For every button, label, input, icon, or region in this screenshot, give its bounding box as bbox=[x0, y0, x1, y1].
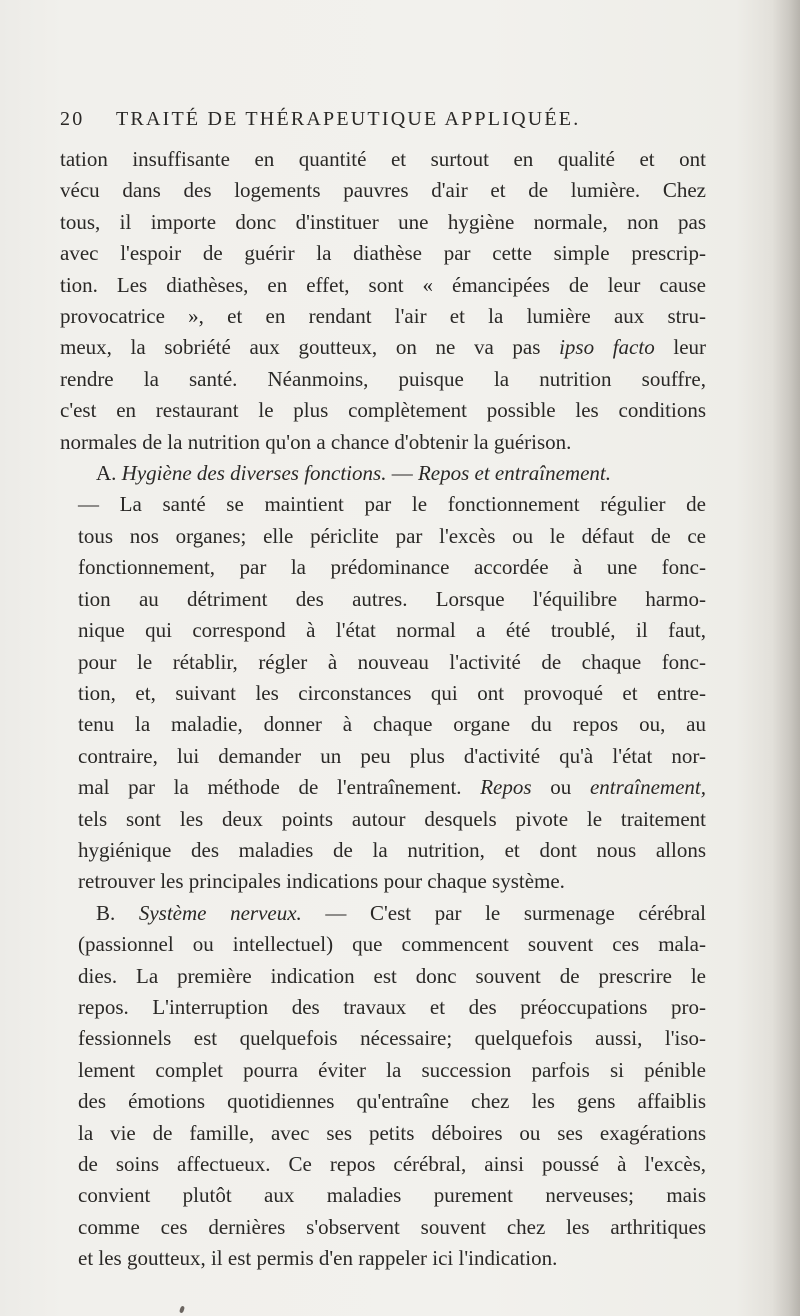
section-heading-a bbox=[60, 458, 706, 489]
text-line: tion au détriment des autres. Lorsque l'équilibre harmo- bbox=[78, 586, 706, 611]
text-line: tous, il importe donc d'instituer une hygiène normale, non pas bbox=[60, 209, 706, 234]
text-line: vécu dans des logements pauvres d'air et de lumière. Chez bbox=[60, 178, 706, 203]
text-line: repos. L'interruption des travaux et des préoccupations pro- bbox=[78, 994, 706, 1019]
italic-word: entraînement, bbox=[589, 775, 707, 800]
text-line: et les goutteux, il est permis d'en rappeler ici l'indication. bbox=[78, 1246, 558, 1271]
text-run: meux, la sobriété aux goutteux, on ne va pas bbox=[60, 335, 560, 360]
text-line: tation insuffisante en quantité et surtout en qualité et ont bbox=[60, 147, 706, 171]
text-line: fessionnels est quelquefois nécessaire; quelquefois aussi, l'iso- bbox=[78, 1026, 706, 1051]
text-line: provocatrice », et en rendant l'air et la lumière aux stru- bbox=[60, 304, 706, 329]
text-line: (passionnel ou intellectuel) que commencent souvent ces mala- bbox=[78, 932, 706, 957]
paragraph-1 bbox=[60, 144, 706, 458]
text-line: pour le rétablir, régler à nouveau l'activité de chaque fonc- bbox=[78, 649, 706, 674]
text-line: tion, et, suivant les circonstances qui ont provoqué et entre- bbox=[78, 680, 706, 705]
text-line: de soins affectueux. Ce repos cérébral, ainsi poussé à l'excès, bbox=[78, 1152, 706, 1176]
text-line-mixed bbox=[60, 772, 706, 803]
paragraph-3 bbox=[60, 898, 706, 1275]
text-line: convient plutôt aux maladies purement nerveuses; mais bbox=[78, 1183, 706, 1208]
text-line: fonctionnement, par la prédominance accordée à une fonc- bbox=[78, 555, 706, 580]
text-line: c'est en restaurant le plus complètement possible les conditions bbox=[60, 398, 706, 423]
text-run: leur bbox=[654, 335, 707, 360]
text-line: la vie de famille, avec ses petits déboires ou ses exagérations bbox=[78, 1120, 706, 1145]
text-line: rendre la santé. Néanmoins, puisque la nutrition souffre, bbox=[60, 366, 706, 391]
section-label: A. bbox=[96, 461, 122, 486]
text-line: retrouver les principales indications pour chaque système. bbox=[78, 869, 565, 894]
text-line: hygiénique des maladies de la nutrition, et dont nous allons bbox=[78, 837, 706, 862]
title-dash: — bbox=[386, 461, 418, 486]
running-title: TRAITÉ DE THÉRAPEUTIQUE APPLIQUÉE. bbox=[116, 108, 581, 130]
ink-speck bbox=[179, 1306, 185, 1314]
text-run: mal par la méthode de l'entraînement. bbox=[78, 775, 481, 800]
section-heading-b bbox=[60, 898, 706, 929]
text-line: des émotions quotidiennes qu'entraîne chez les gens affaiblis bbox=[78, 1089, 706, 1114]
running-header bbox=[60, 108, 700, 138]
text-line: — La santé se maintient par le fonctionnement régulier de bbox=[78, 492, 706, 517]
text-run: — C'est par le surmenage cérébral bbox=[301, 900, 707, 925]
section-label: B. bbox=[96, 900, 139, 925]
text-line: nique qui correspond à l'état normal a été troublé, il faut, bbox=[78, 618, 706, 643]
page-edge-shadow bbox=[772, 0, 800, 1316]
italic-phrase: ipso facto bbox=[559, 335, 655, 360]
body-text bbox=[60, 144, 706, 1275]
text-line: tenu la maladie, donner à chaque organe du repos ou, au bbox=[78, 712, 706, 737]
text-line: tion. Les diathèses, en effet, sont « émancipées de leur cause bbox=[60, 272, 706, 297]
italic-word: Repos bbox=[480, 775, 532, 800]
text-line: lement complet pourra éviter la succession parfois si pénible bbox=[78, 1057, 706, 1082]
text-line: avec l'espoir de guérir la diathèse par cette simple prescrip- bbox=[60, 241, 706, 266]
section-title: Système nerveux. bbox=[138, 900, 302, 925]
page-number: 20 bbox=[60, 108, 85, 130]
text-run: ou bbox=[531, 775, 590, 800]
text-line: dies. La première indication est donc souvent de prescrire le bbox=[78, 963, 706, 988]
text-line: tous nos organes; elle périclite par l'excès ou le défaut de ce bbox=[78, 523, 706, 548]
text-line: normales de la nutrition qu'on a chance d'obtenir la guérison. bbox=[60, 429, 572, 454]
text-line: tels sont les deux points autour desquels pivote le traitement bbox=[78, 806, 706, 831]
paragraph-2 bbox=[60, 458, 706, 898]
section-title: Hygiène des diverses fonctions. bbox=[121, 461, 387, 486]
text-line-mixed bbox=[60, 332, 706, 363]
text-line: comme ces dernières s'observent souvent chez les arthritiques bbox=[78, 1214, 706, 1239]
text-line: contraire, lui demander un peu plus d'activité qu'à l'état nor- bbox=[78, 743, 706, 768]
section-subtitle: Repos et entraînement. bbox=[417, 461, 611, 486]
